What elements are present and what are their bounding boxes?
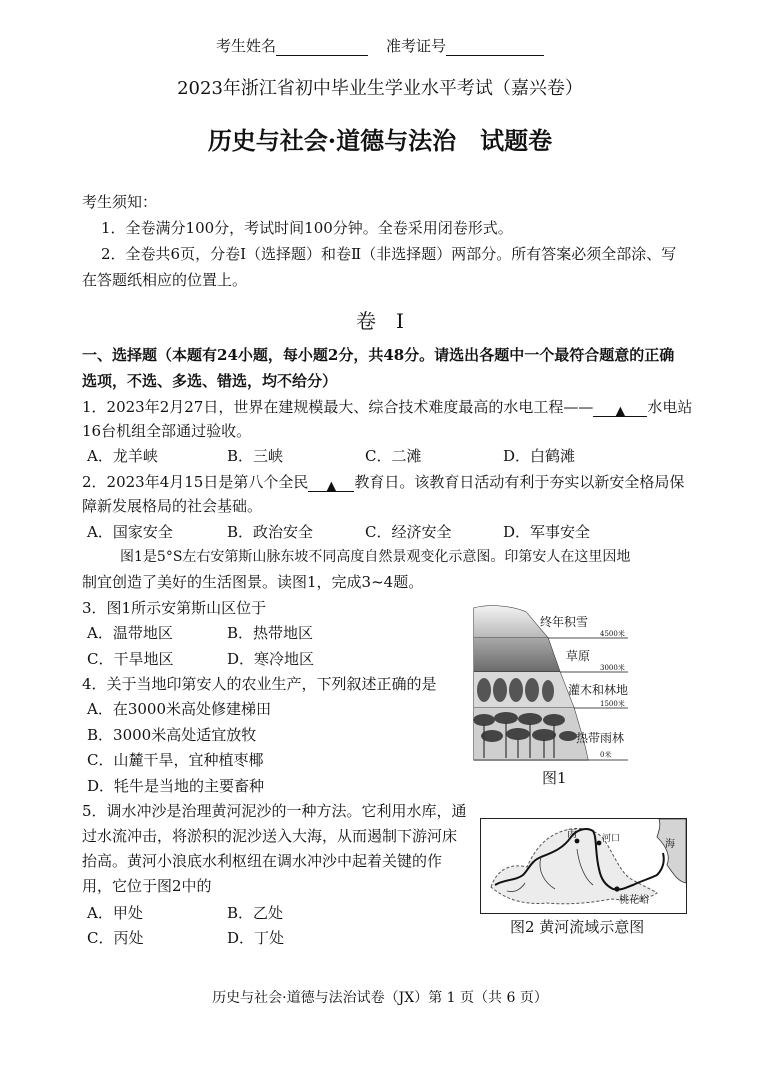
label-sea: 海: [665, 839, 675, 850]
notice-line-2b: 在答题纸相应的位置上。: [82, 271, 248, 289]
height-label-3000: 3000米: [600, 664, 625, 672]
label-bing: 丙: [567, 829, 577, 840]
q3-option-c: C．干旱地区: [87, 650, 174, 668]
q2-option-b: B．政治安全: [227, 523, 314, 541]
intro-3-4-line-2: 制宜创造了美好的生活图景。读图1，完成3~4题。: [82, 573, 424, 591]
q3-option-d: D．寒冷地区: [227, 650, 315, 668]
page-footer: 历史与社会·道德与法治试卷（JX）第 1 页（共 6 页）: [212, 990, 548, 1006]
snow-zone-band: [474, 606, 548, 638]
intro-3-4-line-1: 图1是5°S左右安第斯山脉东坡不同高度自然景观变化示意图。印第安人在这里因地: [120, 549, 631, 565]
part-one-line-2: 选项，不选、多选、错选，均不给分）: [82, 372, 338, 390]
q2-option-d: D．军事安全: [503, 523, 591, 541]
q1-stem-c: 16台机组全部通过验收。: [82, 422, 252, 440]
q1-answer-blank: [593, 400, 647, 417]
q4-stem: 4．关于当地印第安人的农业生产，下列叙述正确的是: [82, 675, 437, 693]
notice-line-1: 1．全卷满分100分，考试时间100分钟。全卷采用闭卷形式。: [101, 219, 513, 237]
q2-stem-a: 2．2023年4月15日是第八个全民: [82, 473, 309, 491]
subject-title: 历史与社会·道德与法治 试题卷: [207, 126, 553, 155]
notice-line-2a: 2．全卷共6页，分卷Ⅰ（选择题）和卷Ⅱ（非选择题）两部分。所有答案必须全部涂、写: [101, 245, 677, 263]
candidate-name-blank: [276, 39, 368, 56]
section-title: 卷 Ⅰ: [356, 309, 404, 333]
point-taohuayu: [614, 886, 619, 891]
andes-altitude-zones-figure: [470, 602, 636, 764]
q5-line-2: 过水流冲击，将淤积的泥沙送入大海，从而遏制下游河床: [82, 827, 458, 845]
q3-option-a: A．温带地区: [87, 624, 173, 642]
q5-option-d: D．丁处: [227, 929, 285, 947]
candidate-name-field: [216, 36, 368, 56]
q1-option-c: C．二滩: [365, 447, 422, 465]
q1-marker: ▲: [615, 404, 626, 419]
q5-option-c: C．丙处: [87, 929, 144, 947]
q2-answer-blank: [308, 475, 354, 492]
zone-label-snow: 终年积雪: [540, 615, 589, 629]
grassland-band: [474, 638, 560, 672]
candidate-id-label: 准考证号: [386, 37, 447, 55]
fig1-caption: 图1: [542, 769, 567, 787]
point-hekou: [597, 841, 602, 846]
height-label-1500: 1500米: [600, 700, 625, 708]
candidate-name-label: 考生姓名: [216, 37, 277, 55]
q5-line-3: 抬高。黄河小浪底水利枢纽在调水冲沙中起着关键的作: [82, 852, 443, 870]
q1-stem: [82, 397, 692, 417]
exam-title: 2023年浙江省初中毕业生学业水平考试（嘉兴卷）: [177, 78, 583, 99]
q4-option-a: A．在3000米高处修建梯田: [87, 700, 272, 718]
q2-stem: [82, 472, 684, 492]
q1-stem-a: 1．2023年2月27日，世界在建规模最大、综合技术难度最高的水电工程——: [82, 398, 594, 416]
label-hekou: 河口: [602, 834, 621, 844]
q5-option-a: A．甲处: [87, 904, 143, 922]
notice-heading: 考生须知：: [82, 193, 158, 211]
q2-option-a: A．国家安全: [87, 523, 173, 541]
q4-option-b: B．3000米高处适宜放牧: [87, 726, 257, 744]
sea-area: [657, 819, 686, 883]
label-taohuayu: 桃花峪: [619, 895, 649, 906]
height-label-0: 0米: [600, 751, 612, 759]
candidate-id-blank: [446, 39, 544, 56]
candidate-id-field: [386, 36, 544, 56]
q3-option-b: B．热带地区: [227, 624, 314, 642]
q5-option-b: B．乙处: [227, 904, 284, 922]
part-one-line-1: 一、选择题（本题有24小题，每小题2分，共48分。请选出各题中一个最符合题意的正确: [82, 346, 675, 364]
q4-option-c: C．山麓干旱，宜种植枣椰: [87, 751, 264, 769]
q2-stem-c: 障新发展格局的社会基础。: [82, 497, 263, 515]
q3-stem: 3．图1所示安第斯山区位于: [82, 599, 267, 617]
q2-option-c: C．经济安全: [365, 523, 452, 541]
q5-line-4: 用，它位于图2中的: [82, 877, 212, 895]
q1-option-b: B．三峡: [227, 447, 284, 465]
fig2-caption: 图2 黄河流域示意图: [510, 918, 645, 936]
q1-stem-b: 水电站: [647, 398, 693, 416]
zone-label-shrub: 灌木和林地: [568, 683, 629, 697]
q5-line-1: 5．调水冲沙是治理黄河泥沙的一种方法。它利用水库，通: [82, 802, 467, 820]
q1-option-d: D．白鹤滩: [503, 447, 576, 465]
q1-option-a: A．龙羊峡: [87, 447, 158, 465]
q2-stem-b: 教育日。该教育日活动有利于夯实以新安全格局保: [354, 473, 685, 491]
height-label-4500: 4500米: [600, 630, 625, 638]
q2-marker: ▲: [326, 479, 337, 494]
zone-label-grassland: 草原: [566, 649, 591, 663]
zone-label-rainforest: 热带雨林: [576, 731, 625, 745]
q4-option-d: D．牦牛是当地的主要畜种: [87, 777, 265, 795]
yellow-river-basin-map: [480, 818, 687, 914]
